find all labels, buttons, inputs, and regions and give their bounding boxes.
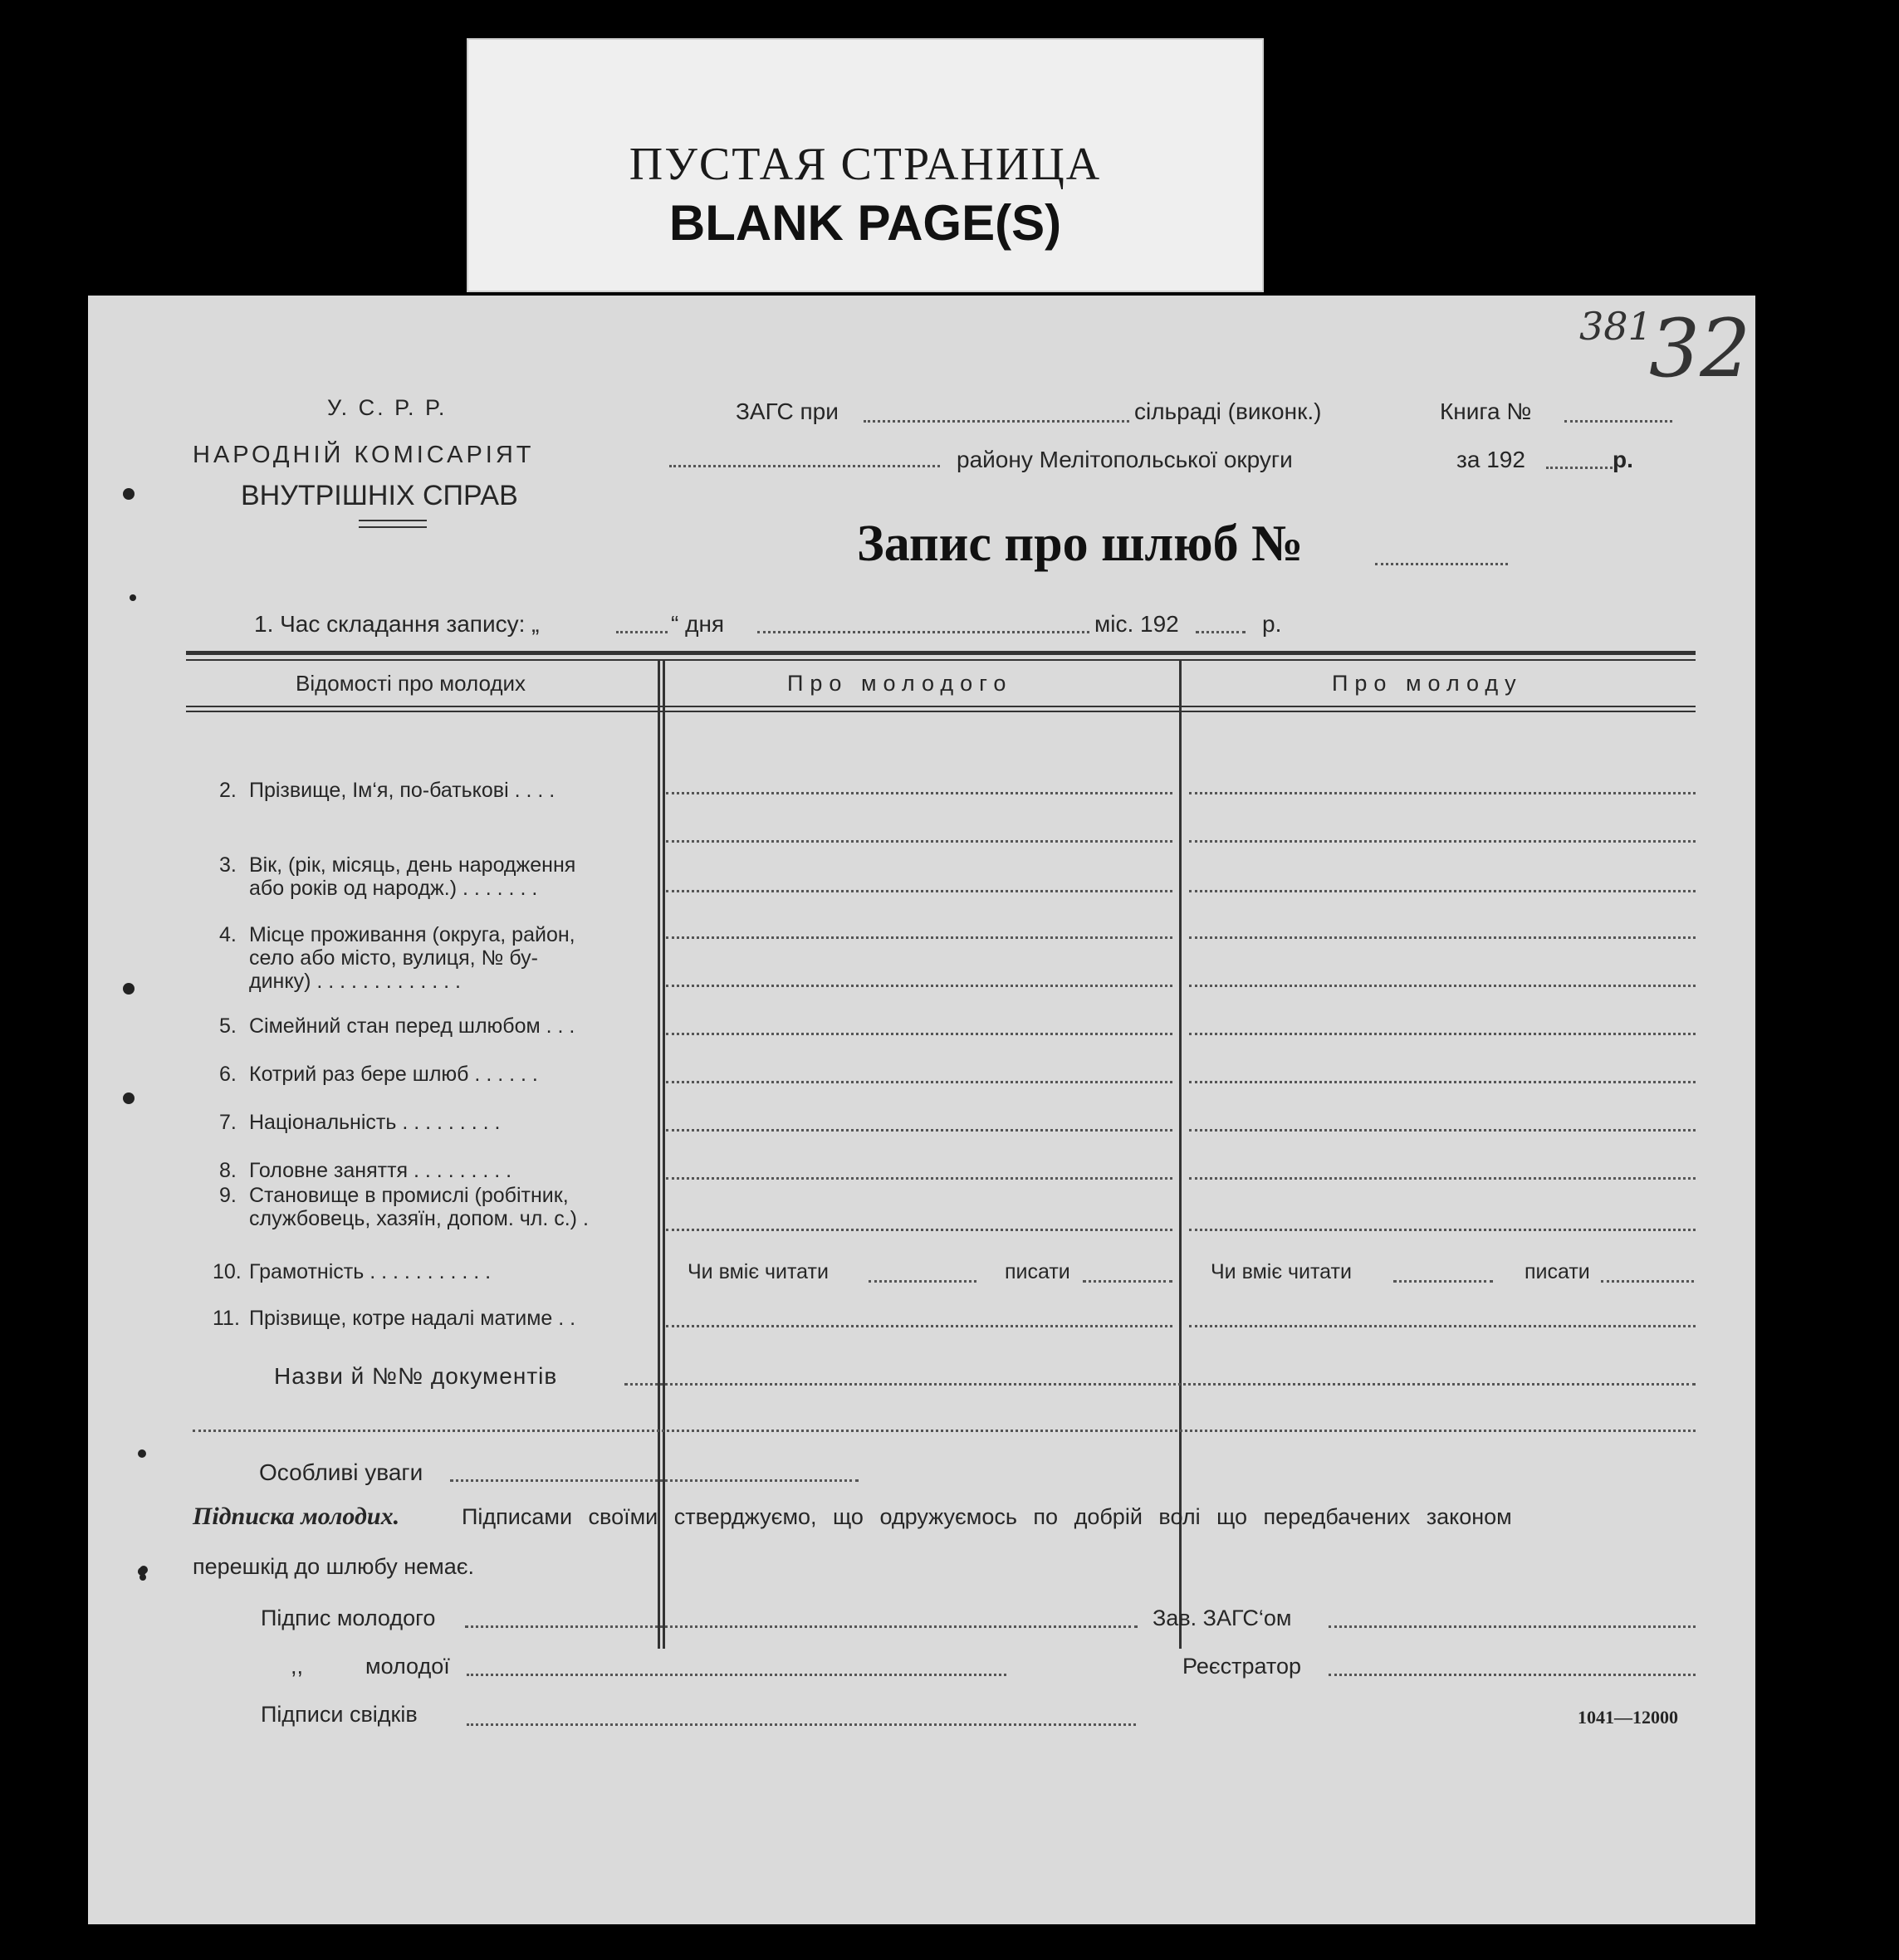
zags-field[interactable]: [864, 420, 1129, 423]
groom-residence-field[interactable]: [666, 936, 1172, 939]
row-5-num: 5.: [219, 1014, 237, 1038]
row-11-label: Прізвище, котре надалі матиме . .: [249, 1307, 576, 1330]
row-7-num: 7.: [219, 1111, 237, 1134]
groom-read-field[interactable]: [869, 1280, 976, 1283]
head-signature-label: Зав. ЗАГС‘ом: [1153, 1606, 1292, 1630]
registrar-label: Реєстратор: [1182, 1654, 1302, 1679]
bride-occupation-field[interactable]: [1189, 1177, 1696, 1180]
groom-position-field[interactable]: [666, 1229, 1172, 1231]
notes-field[interactable]: [450, 1479, 859, 1482]
registrar-field[interactable]: [1329, 1674, 1696, 1676]
raion-label: району Мелітопольської округи: [957, 447, 1293, 472]
record-day-suffix: “ дня: [671, 611, 725, 637]
groom-write-field[interactable]: [1083, 1280, 1172, 1283]
bride-future-surname-field[interactable]: [1189, 1325, 1696, 1327]
blank-page-label-ru: ПУСТАЯ СТРАНИЦА: [629, 139, 1102, 190]
row-7-label: Національність . . . . . . . . .: [249, 1111, 501, 1134]
bride-read-field[interactable]: [1393, 1280, 1493, 1283]
row-3-num: 3.: [219, 853, 237, 877]
print-code: 1041—12000: [1578, 1707, 1678, 1728]
witnesses-label: Підписи свідків: [261, 1702, 418, 1727]
header-commissariat: НАРОДНІЙ КОМІСАРІЯТ: [193, 442, 535, 468]
row-6-num: 6.: [219, 1063, 237, 1086]
row-6-label: Котрий раз бере шлюб . . . . . .: [249, 1063, 538, 1086]
record-month-label: міс. 192: [1094, 611, 1179, 637]
punch-hole: [123, 488, 135, 500]
documents-label: Назви й №№ документів: [274, 1363, 558, 1389]
bride-signature-label: молодої: [365, 1654, 450, 1679]
year-field[interactable]: [1546, 467, 1613, 469]
table-header-info: Відомості про молодих: [296, 671, 526, 696]
row-4-label-3: динку) . . . . . . . . . . . . .: [249, 970, 461, 993]
year-suffix: р.: [1613, 447, 1633, 472]
groom-marital-field[interactable]: [666, 1033, 1172, 1035]
blank-page-label: [467, 38, 1264, 292]
bride-write-field[interactable]: [1601, 1280, 1694, 1283]
groom-times-field[interactable]: [666, 1081, 1172, 1083]
book-label: Книга №: [1440, 398, 1532, 424]
head-signature-field[interactable]: [1329, 1625, 1696, 1628]
groom-residence-field-2[interactable]: [666, 985, 1172, 987]
bride-age-field[interactable]: [1189, 890, 1696, 892]
punch-hole: [138, 1567, 146, 1576]
record-day-field[interactable]: [616, 631, 668, 633]
row-4-num: 4.: [219, 923, 237, 946]
bride-read-label: Чи вміє читати: [1211, 1260, 1352, 1283]
table-header-bride: Про молоду: [1332, 671, 1523, 696]
punch-hole: [138, 1449, 146, 1458]
header-internal-affairs: ВНУТРІШНІХ СПРАВ: [241, 480, 518, 511]
form-title: Запис про шлюб №: [857, 516, 1304, 572]
row-4-label: Місце проживання (округа, район,: [249, 923, 575, 946]
row-9-num: 9.: [219, 1184, 237, 1207]
bride-write-label: писати: [1525, 1260, 1590, 1283]
record-number-field[interactable]: [1375, 563, 1508, 565]
pledge-text-2: перешкід до шлюбу немає.: [193, 1554, 474, 1579]
bride-position-field[interactable]: [1189, 1229, 1696, 1231]
row-8-label: Головне заняття . . . . . . . . .: [249, 1159, 512, 1182]
bride-name-field[interactable]: [1189, 792, 1696, 794]
row-3-label-2: або років од народж.) . . . . . . .: [249, 877, 538, 900]
bride-residence-field-2[interactable]: [1189, 985, 1696, 987]
bride-residence-field[interactable]: [1189, 936, 1696, 939]
documents-field-2[interactable]: [193, 1430, 1696, 1432]
row-5-label: Сімейний стан перед шлюбом . . .: [249, 1014, 575, 1038]
bride-marital-field[interactable]: [1189, 1033, 1696, 1035]
bride-signature-field[interactable]: [467, 1674, 1006, 1676]
row-2-label: Прізвище, Ім‘я, по-батькові . . . .: [249, 779, 556, 802]
groom-occupation-field[interactable]: [666, 1177, 1172, 1180]
record-time-label: 1. Час складання запису: „: [254, 611, 540, 637]
bride-name-field-2[interactable]: [1189, 840, 1696, 843]
zags-label: ЗАГС при: [736, 398, 839, 424]
row-4-label-2: село або місто, вулиця, № бу-: [249, 946, 538, 970]
punch-hole: [123, 983, 135, 995]
silradi-label: сільраді (виконк.): [1134, 398, 1322, 424]
pledge-text-1: Підписами своїми стверджуємо, що одружуємось по добрій волі що передбачених законом: [462, 1504, 1512, 1529]
bride-nationality-field[interactable]: [1189, 1129, 1696, 1132]
row-10-label: Грамотність . . . . . . . . . . .: [249, 1260, 492, 1283]
record-year-field[interactable]: [1196, 631, 1246, 633]
groom-name-field[interactable]: [666, 792, 1172, 794]
table-header-groom: Про молодого: [787, 671, 1013, 696]
handwritten-page-number: 32: [1649, 302, 1751, 395]
notes-label: Особливі уваги: [259, 1459, 423, 1485]
row-8-num: 8.: [219, 1159, 237, 1182]
groom-signature-label: Підпис молодого: [261, 1606, 436, 1630]
punch-hole: [130, 594, 136, 601]
witnesses-field[interactable]: [467, 1723, 1136, 1726]
row-2-num: 2.: [219, 779, 237, 802]
handwritten-number-small: 381: [1579, 304, 1652, 349]
row-9-label-2: службовець, хазяїн, допом. чл. с.) .: [249, 1207, 589, 1230]
pledge-title: Підписка молодих.: [193, 1503, 400, 1530]
groom-age-field[interactable]: [666, 890, 1172, 892]
groom-write-label: писати: [1005, 1260, 1070, 1283]
documents-field[interactable]: [624, 1383, 1696, 1386]
row-10-num: 10.: [213, 1260, 242, 1283]
header-ussr: У. С. Р. Р.: [327, 395, 448, 420]
raion-field[interactable]: [669, 465, 940, 467]
bride-times-field[interactable]: [1189, 1081, 1696, 1083]
row-9-label: Становище в промислі (робітник,: [249, 1184, 569, 1207]
record-year-suffix: р.: [1262, 611, 1282, 637]
blank-page-label-en: BLANK PAGE(S): [668, 195, 1062, 251]
book-number-field[interactable]: [1564, 420, 1672, 423]
ditto-mark: ,,: [291, 1654, 304, 1679]
groom-future-surname-field[interactable]: [666, 1325, 1172, 1327]
row-3-label: Вік, (рік, місяць, день народження: [249, 853, 576, 877]
row-11-num: 11.: [213, 1307, 240, 1330]
groom-nationality-field[interactable]: [666, 1129, 1172, 1132]
groom-name-field-2[interactable]: [666, 840, 1172, 843]
punch-hole: [123, 1092, 135, 1104]
record-month-field[interactable]: [757, 631, 1089, 633]
groom-signature-field[interactable]: [465, 1625, 1138, 1628]
groom-read-label: Чи вміє читати: [688, 1260, 829, 1283]
marriage-record-form: [88, 296, 1755, 1924]
year-label: за 192: [1456, 447, 1525, 472]
